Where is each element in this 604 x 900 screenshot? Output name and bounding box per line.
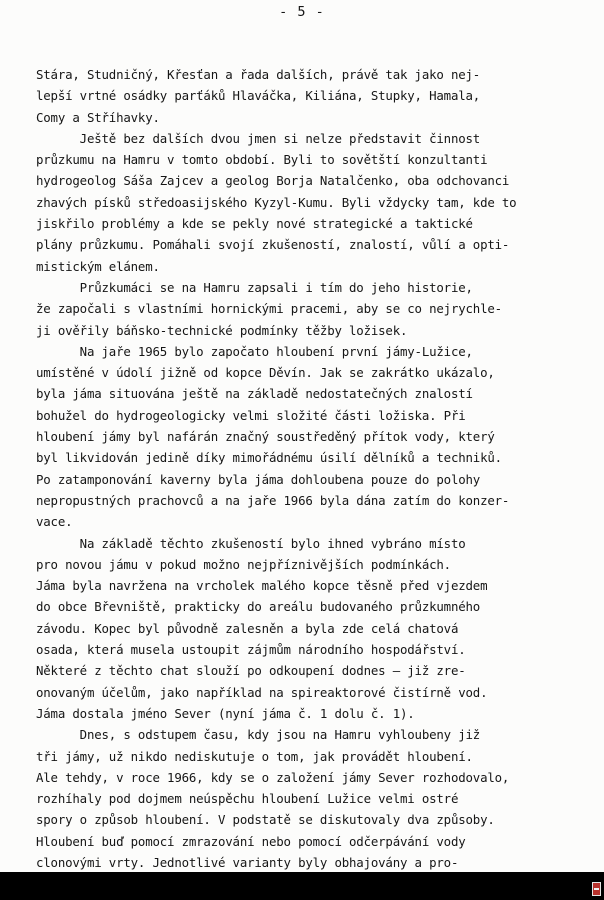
text-line-11: Průzkumáci se na Hamru zapsali i tím do jeho historie, [36,279,473,295]
text-line-18: hloubení jámy byl nafárán značný soustředěný přítok vody, který [36,429,495,445]
text-line-5: průzkumu na Hamru v tomto období. Byli to sovětští konzultanti [36,152,488,168]
page-number: - 5 - [279,4,325,20]
text-line-31: Jáma dostala jméno Sever (nyní jáma č. 1 dolu č. 1). [36,705,415,721]
document-body [36,64,596,873]
text-line-15: umístěné v údolí jižně od kopce Děvín. Jak se zakrátko ukázalo, [36,365,495,381]
text-line-34: Ale tehdy, v roce 1966, kdy se o založení jámy Sever rozhodovalo, [36,769,510,785]
text-line-1: Stára, Studničný, Křesťan a řada dalších, právě tak jako nej- [36,67,481,82]
text-line-27: závodu. Kopec byl původně zalesněn a byla zde celá chatová [36,620,459,636]
text-line-33: tři jámy, už nikdo nediskutuje o tom, jak provádět hloubení. [36,748,473,764]
text-line-9: plány průzkumu. Pomáhali svojí zkušeností, znalostí, vůlí a opti- [36,237,510,253]
text-line-26: do obce Břevniště, prakticky do areálu budovaného průzkumného [36,599,481,615]
text-line-32: Dnes, s odstupem času, kdy jsou na Hamru vyhloubeny již [36,727,481,743]
text-line-8: jiskřilo problémy a kde se pekly nové strategické a taktické [36,216,473,232]
document-icon [592,882,601,896]
text-line-2: lepší vrtné osádky parťáků Hlaváčka, Kiliána, Stupky, Hamala, [36,88,481,104]
text-line-37: Hloubení buď pomocí zmrazování nebo pomocí odčerpávání vody [36,833,466,849]
text-line-13: ji ověřily báňsko-technické podmínky těžby ložisek. [36,322,408,338]
viewer-bottom-bar [0,872,604,900]
text-line-16: byla jáma situována ještě na základě nedostatečných znalostí [36,386,473,402]
text-line-19: byl likvidován jedině díky mimořádnému úsilí dělníků a techniků. [36,450,502,466]
text-line-10: mistickým elánem. [36,258,160,274]
text-line-14: Na jaře 1965 bylo započato hloubení první jámy-Lužice, [36,343,473,359]
text-line-12: že započali s vlastními hornickými pracemi, aby se co nejrychle- [36,301,502,317]
text-line-7: zhavých písků středoasijského Kyzyl-Kumu. Byli vždycky tam, kde to [36,194,517,210]
text-line-29: Některé z těchto chat slouží po odkoupení dodnes – již zre- [36,663,466,679]
text-line-38: clonovými vrty. Jednotlivé varianty byly obhajovány a pro- [36,854,459,870]
text-line-21: nepropustných prachovců a na jaře 1966 byla dána zatím do konzer- [36,492,510,508]
text-line-22: vace. [36,514,73,530]
text-line-17: bohužel do hydrogeologicky velmi složité části ložiska. Při [36,407,466,423]
text-line-4: Ještě bez dalších dvou jmen si nelze představit činnost [36,130,481,146]
text-line-35: rozhíhaly pod dojmem neúspěchu hloubení Lužice velmi ostré [36,791,459,807]
text-line-25: Jáma byla navržena na vrcholek malého kopce těsně před vjezdem [36,578,488,594]
text-line-30: onovaným účelům, jako například na spireaktorové čistírně vod. [36,684,488,700]
text-line-28: osada, která musela ustoupit zájmům národního hospodářství. [36,642,466,658]
text-line-6: hydrogeolog Sáša Zajcev a geolog Borja Natalčenko, oba odchovanci [36,173,510,189]
text-line-36: spory o způsob hloubení. V podstatě se diskutovaly dva způsoby. [36,812,495,828]
text-line-23: Na základě těchto zkušeností bylo ihned vybráno místo [36,535,466,551]
text-line-3: Comy a Stříhavky. [36,109,160,125]
text-line-24: pro novou jámu v pokud možno nejpříznivějších podmínkách. [36,556,451,572]
text-line-20: Po zatamponování kaverny byla jáma dohloubena pouze do polohy [36,471,481,487]
